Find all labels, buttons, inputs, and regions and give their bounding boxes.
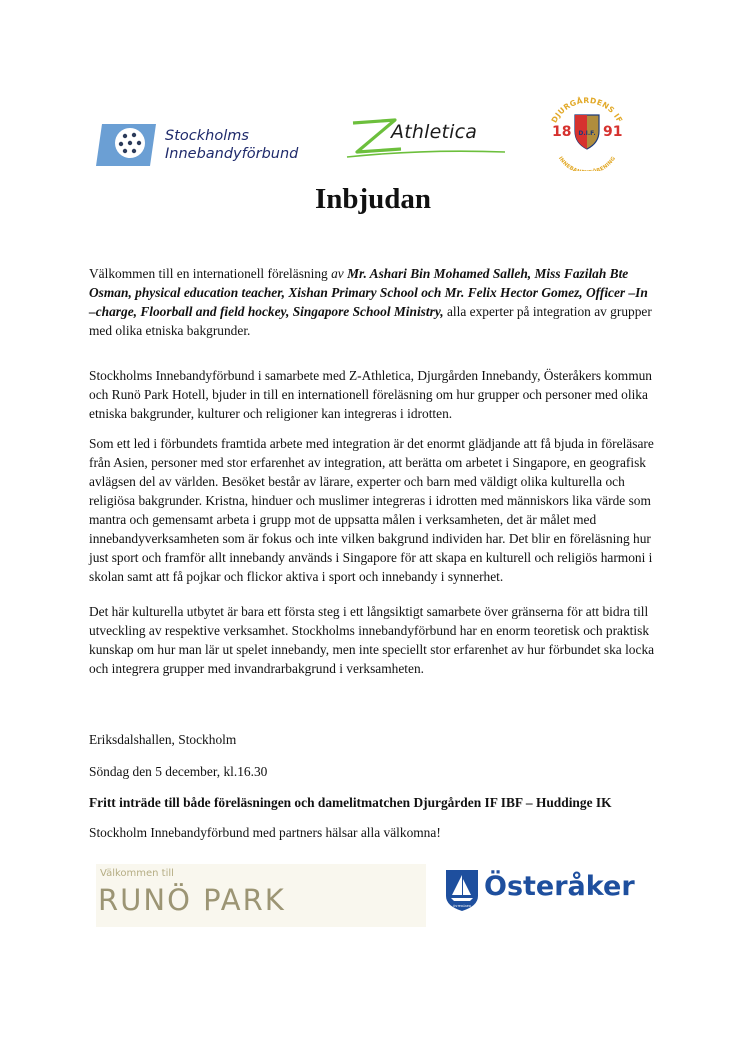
dif-arc-top-text: DJURGÅRDENS IF [549, 95, 625, 125]
dif-shield-text: D.I.F. [578, 130, 596, 137]
event-venue: Eriksdalshallen, Stockholm [89, 732, 237, 747]
z-athletica-name: Athletica [391, 121, 478, 143]
svg-text:INNEBANDYFÖRENING [557, 156, 617, 171]
dif-year-left: 18 [552, 124, 572, 140]
event-datetime: Söndag den 5 december, kl.16.30 [89, 764, 268, 779]
intro-speakers: Mr. Ashari Bin Mohamed Salleh, Miss Fazilah Bte Osman, physical education teacher, Xishan Primary School och Mr. Felix Hector Gomez, Officer –In –charge, Floorball and field hockey, Singapore School Ministry, [89, 266, 648, 319]
intro-av: av [331, 266, 344, 281]
djurgarden-if-logo [540, 91, 634, 171]
event-closing: Stockholm Innebandyförbund med partners hälsar alla välkomna! [89, 825, 441, 840]
intro-lead: Välkommen till en internationell föreläsning [89, 266, 332, 281]
z-athletica-logo [343, 116, 508, 160]
runo-name-text: RUNÖ PARK [98, 883, 286, 917]
paragraph-integration: Som ett led i förbundets framtida arbete med integration är det enormt glädjande att få bjuda in föreläsare från Asien, personer med stor erfarenhet av integration, att berätta om arbetet i Singapore, en geografisk avlägsen del av världen. Besöket består av lärare, experter och barn med väldigt olika kulturella och religiösa bakgrunder. Kristna, hinduer och muslimer integreras i idrotten med människors lika värde som mantra och gemensamt arbeta i grupp mot de uppsatta målen i verksamheten, det är målet med innebandyverksamheten som är fokus och inte vilken bakgrund individen har. Det blir en föreläsning hur just sport och framför allt innebandy används i Singapore för att skapa en kulturell och religiös harmoni i skolan samt att få pojkar och flickor aktiva i sport och innebandy i synnerhet. [89, 436, 654, 584]
intro-tail: alla experter på integration av grupper med olika etniska bakgrunder. [89, 304, 652, 338]
event-admission: Fritt inträde till både föreläsningen och damelitmatchen Djurgården IF IBF – Huddinge IK [89, 795, 612, 810]
dif-year-right: 91 [603, 124, 623, 140]
intro-paragraph [89, 264, 657, 340]
paragraph-collaboration: Stockholms Innebandyförbund i samarbete med Z-Athletica, Djurgården Innebandy, Österåkers kommun och Runö Park Hotell, bjuder in till en internationell föreläsning om hur grupper och personer med olika etniska bakgrunder, kulturer och religioner kan integreras i idrotten. [89, 368, 652, 421]
sib-logo-line2: Innebandyförbund [165, 146, 299, 162]
runo-park-logo [96, 864, 426, 927]
osteraker-name-text: Österåker [484, 871, 635, 902]
dif-arc-bottom-text: INNEBA RENING [556, 155, 618, 171]
osteraker-badge-text: ÖSTERÅKER [452, 904, 472, 908]
sib-logo-text [165, 127, 298, 163]
osteraker-logo [444, 866, 634, 914]
runo-welcome-text: Välkommen till [100, 868, 174, 879]
sib-logo-line1: Stockholms [165, 128, 249, 144]
stockholms-innebandyforbund-logo [94, 120, 309, 170]
floorball-icon [94, 122, 158, 168]
page-title: Inbjudan [314, 183, 432, 215]
paragraph-exchange: Det här kulturella utbytet är bara ett första steg i ett långsiktigt samarbete över gränserna för att bidra till utveckling av respektive verksamhet. Stockholms innebandyförbund har en enorm teoretisk och praktisk kunskap om hur man lär ut spelet innebandy, men inte speciellt stor erfarenhet av hur förbundet ska locka och integrera grupper med invandrarbakgrund i verksamheten. [89, 604, 655, 676]
osteraker-sailboat-icon [444, 868, 480, 912]
djurgarden-crest-icon [540, 91, 634, 171]
